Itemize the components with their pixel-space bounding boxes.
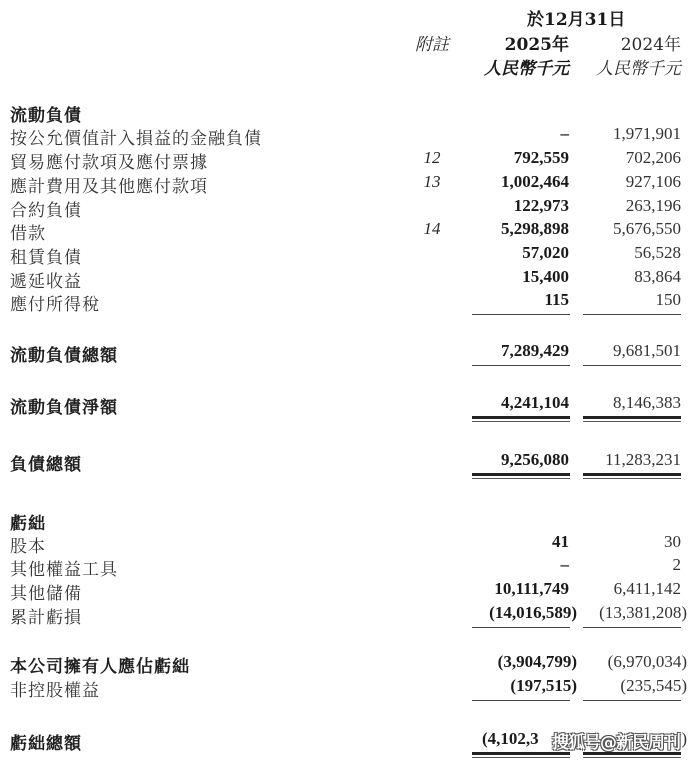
row-label: 應計費用及其他應付款項 — [10, 177, 208, 197]
value-2024: 5,676,550 — [613, 219, 681, 238]
value-2025: 115 — [544, 290, 569, 309]
row-label: 遞延收益 — [10, 272, 82, 292]
section-title-current-liabilities: 流動負債 — [10, 106, 82, 126]
row-label: 合約負債 — [10, 201, 82, 221]
value-2024: 56,528 — [634, 243, 681, 262]
value-2024: 83,864 — [634, 267, 681, 286]
note-column-header: 附註 — [415, 35, 449, 55]
subtotal-rule — [472, 700, 570, 701]
subtotal-rule — [583, 700, 681, 701]
value-2025: 15,400 — [522, 267, 569, 286]
total-liabilities-2024: 11,283,231 — [605, 450, 681, 469]
subtotal-rule — [583, 314, 681, 315]
total-deficit-2024: ) — [681, 729, 687, 748]
subtotal-rule — [583, 627, 681, 628]
unit-2025-header: 人民幣千元 — [484, 59, 569, 79]
attributable-deficit-2024: (6,970,034) — [607, 652, 687, 671]
section-title-deficit: 虧絀 — [10, 514, 46, 534]
value-2025: – — [560, 124, 569, 143]
value-2025: – — [560, 555, 569, 574]
row-label: 按公允價值計入損益的金融負債 — [10, 129, 262, 149]
double-rule — [472, 416, 570, 422]
row-label: 應付所得稅 — [10, 295, 100, 315]
total-current-liabilities-2024: 9,681,501 — [613, 341, 681, 360]
non-controlling-interests-2024: (235,545) — [620, 676, 687, 695]
note-ref: 12 — [423, 148, 441, 167]
non-controlling-interests-2025: (197,515) — [510, 676, 577, 695]
subtotal-rule — [472, 627, 570, 628]
net-current-liabilities-2024: 8,146,383 — [613, 393, 681, 412]
value-2024: 150 — [655, 290, 681, 309]
total-deficit-2025: (4,102,3 — [482, 729, 539, 748]
attributable-deficit-label: 本公司擁有人應佔虧絀 — [10, 657, 190, 677]
total-liabilities-label: 負債總額 — [10, 455, 82, 475]
value-2024: 263,196 — [625, 196, 681, 215]
subtotal-rule — [472, 365, 570, 366]
row-label: 其他儲備 — [10, 584, 82, 604]
row-label: 租賃負債 — [10, 248, 82, 268]
note-ref: 13 — [423, 172, 441, 191]
value-2025: 10,111,749 — [494, 579, 569, 598]
year-2025-header: 2025年 — [504, 35, 569, 55]
row-label: 借款 — [10, 224, 46, 244]
double-rule — [583, 473, 681, 479]
subtotal-rule — [583, 365, 681, 366]
value-2024: (13,381,208) — [599, 603, 687, 622]
value-2024: 30 — [664, 532, 681, 551]
value-2024: 2 — [672, 555, 681, 574]
year-2024-header: 2024年 — [620, 35, 681, 55]
value-2025: 792,559 — [513, 148, 569, 167]
value-2025: 41 — [552, 532, 569, 551]
double-rule — [472, 473, 570, 479]
unit-2024-header: 人民幣千元 — [596, 59, 681, 79]
value-2024: 702,206 — [625, 148, 681, 167]
value-2025: 122,973 — [513, 196, 569, 215]
attributable-deficit-2025: (3,904,799) — [497, 652, 577, 671]
note-ref: 14 — [423, 219, 441, 238]
double-rule — [583, 416, 681, 422]
value-2024: 6,411,142 — [613, 579, 681, 598]
net-current-liabilities-label: 流動負債淨額 — [10, 398, 118, 418]
total-liabilities-2025: 9,256,080 — [501, 450, 569, 469]
value-2025: 5,298,898 — [501, 219, 569, 238]
value-2024: 927,106 — [625, 172, 681, 191]
row-label: 股本 — [10, 537, 46, 557]
row-label: 其他權益工具 — [10, 560, 118, 580]
non-controlling-interests-label: 非控股權益 — [10, 681, 100, 701]
value-2025: 57,020 — [522, 243, 569, 262]
subtotal-rule — [472, 314, 570, 315]
net-current-liabilities-2025: 4,241,104 — [501, 393, 569, 412]
total-current-liabilities-2025: 7,289,429 — [501, 341, 569, 360]
value-2024: 1,971,901 — [613, 124, 681, 143]
watermark: 搜狐号@新民周刊 — [552, 733, 680, 753]
row-label: 累計虧損 — [10, 608, 82, 628]
value-2025: (14,016,589) — [489, 603, 577, 622]
total-current-liabilities-label: 流動負債總額 — [10, 346, 118, 366]
value-2025: 1,002,464 — [501, 172, 569, 191]
row-label: 貿易應付款項及應付票據 — [10, 153, 208, 173]
total-deficit-label: 虧絀總額 — [10, 734, 82, 754]
period-header: 於12月31日 — [527, 10, 626, 30]
